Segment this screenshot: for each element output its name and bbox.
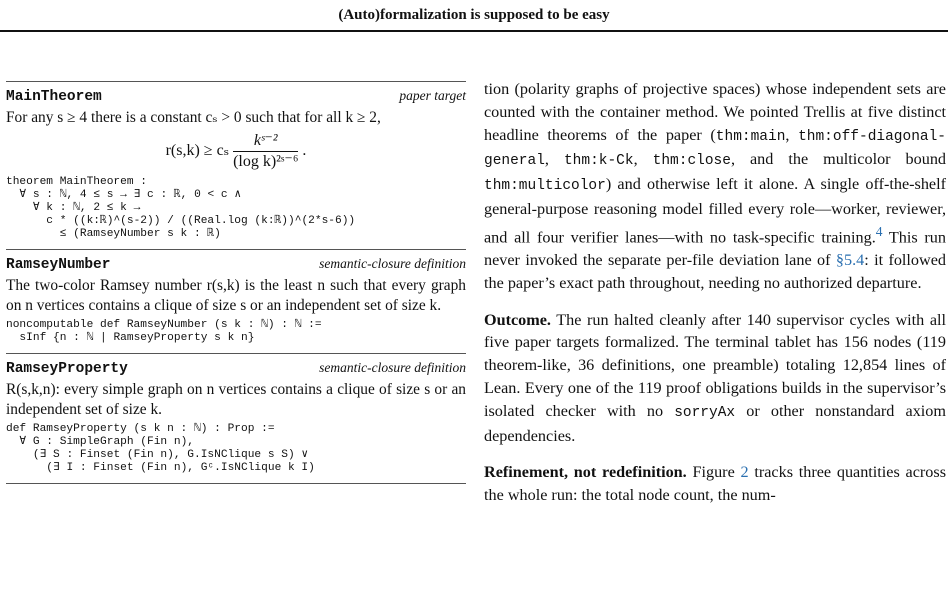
theorem-label: thm:main (715, 128, 786, 145)
paragraph-heading: Refinement, not redefinition. (484, 463, 687, 482)
text-run: Figure (686, 463, 741, 482)
text-run: : it followed the paper’s exact path throughout, needing no authorized departure. (484, 250, 946, 292)
display-equation (6, 133, 466, 170)
box-name: RamseyNumber (6, 256, 111, 273)
box-description: R(s,k,n): every simple graph on n vertices contains a clique of size s or an independent set of size k. (6, 380, 466, 418)
box-tag: semantic-closure definition (319, 255, 466, 271)
ramsey-number-box (6, 250, 466, 353)
running-header: (Auto)formalization is supposed to be easy (338, 7, 610, 23)
section-link[interactable]: §5.4 (835, 250, 865, 269)
equation-tail: . (302, 141, 307, 159)
theorem-label: thm:k-Ck (563, 153, 634, 170)
text-run: tracks three quantities across the whole run: the total node count, the num- (484, 463, 946, 505)
footnote-link[interactable]: 4 (875, 223, 883, 239)
text-run: , (785, 125, 799, 144)
box-description: For any s ≥ 4 there is a constant cₛ > 0 such that for all k ≥ 2, (6, 109, 381, 126)
lean-code: noncomputable def RamseyNumber (s k : ℕ) : ℕ := sInf {n : ℕ | RamseyProperty s k n} (6, 318, 322, 344)
box-name: MainTheorem (6, 89, 102, 105)
box-tag: paper target (399, 88, 466, 103)
paragraph-setup (484, 78, 946, 295)
text-run: This run never invoked the separate per-file deviation lane of (484, 228, 946, 269)
text-run: or other nonstandard axiom dependencies. (484, 401, 946, 445)
theorem-label: thm:off-diagonal-general (484, 128, 947, 170)
text-run: tion (polarity graphs of projective spaces) whose independent sets are counted with the container method. We pointed Trellis at five distinct headline theorems of the paper ( (484, 80, 946, 144)
equation-numerator: kˢ⁻² (233, 133, 298, 152)
equation-lhs: r(s,k) ≥ cₛ (165, 141, 230, 159)
ramsey-property-box (6, 354, 466, 483)
paragraph-refinement (484, 461, 946, 507)
equation-fraction (233, 133, 298, 170)
paragraph-heading: Outcome. (484, 310, 551, 329)
box-rule (6, 483, 466, 484)
text-run: The run halted cleanly after 140 supervisor cycles with all five paper targets formalized. The terminal tablet has 156 nodes (119 theorem-like, 36 definitions, one preamble) totaling 12,854 lines of Lean. Every one of the 119 proof obligations builds in the supervisor’s isolated checker with no (484, 310, 946, 420)
box-description: The two-color Ramsey number r(s,k) is the least n such that every graph on n vertices contains a clique of size s or an independent set of size k. (6, 276, 466, 314)
box-name: RamseyProperty (6, 360, 128, 377)
figure-link[interactable]: 2 (740, 463, 749, 482)
theorem-label: thm:close (652, 153, 731, 170)
header-rule (0, 30, 948, 32)
paragraph-outcome (484, 309, 946, 448)
inline-code: sorryAx (674, 404, 736, 421)
body-text-column (484, 78, 946, 521)
text-run: , (633, 150, 653, 169)
lean-code: theorem MainTheorem : ∀ s : ℕ, 4 ≤ s → ∃ c : ℝ, 0 < c ∧ ∀ k : ℕ, 2 ≤ k → c * ((k:ℝ)^(s-2)) / ((Real.log (k:ℝ))^(2*s-6)) ≤ (RamseyNumber s k : ℝ) (6, 175, 356, 240)
text-run: , and the multicolor bound (730, 150, 947, 169)
lean-code: def RamseyProperty (s k n : ℕ) : Prop := ∀ G : SimpleGraph (Fin n), (∃ S : Finset (Fin n), G.IsNClique s S) ∨ (∃ I : Finset (Fin n), Gᶜ.IsNClique k I) (6, 422, 315, 474)
equation-denominator: (log k)²ˢ⁻⁶ (233, 152, 299, 170)
text-run: , (544, 150, 564, 169)
main-theorem-box (6, 82, 466, 249)
theorem-label: thm:multicolor (484, 178, 606, 195)
definitions-column (6, 81, 466, 484)
box-tag: semantic-closure definition (319, 359, 466, 375)
text-run: ) and otherwise left it alone. A single off-the-shelf general-purpose reasoning model filled every role—worker, reviewer, and all four verifier lanes—with no task-specific training. (484, 175, 946, 247)
